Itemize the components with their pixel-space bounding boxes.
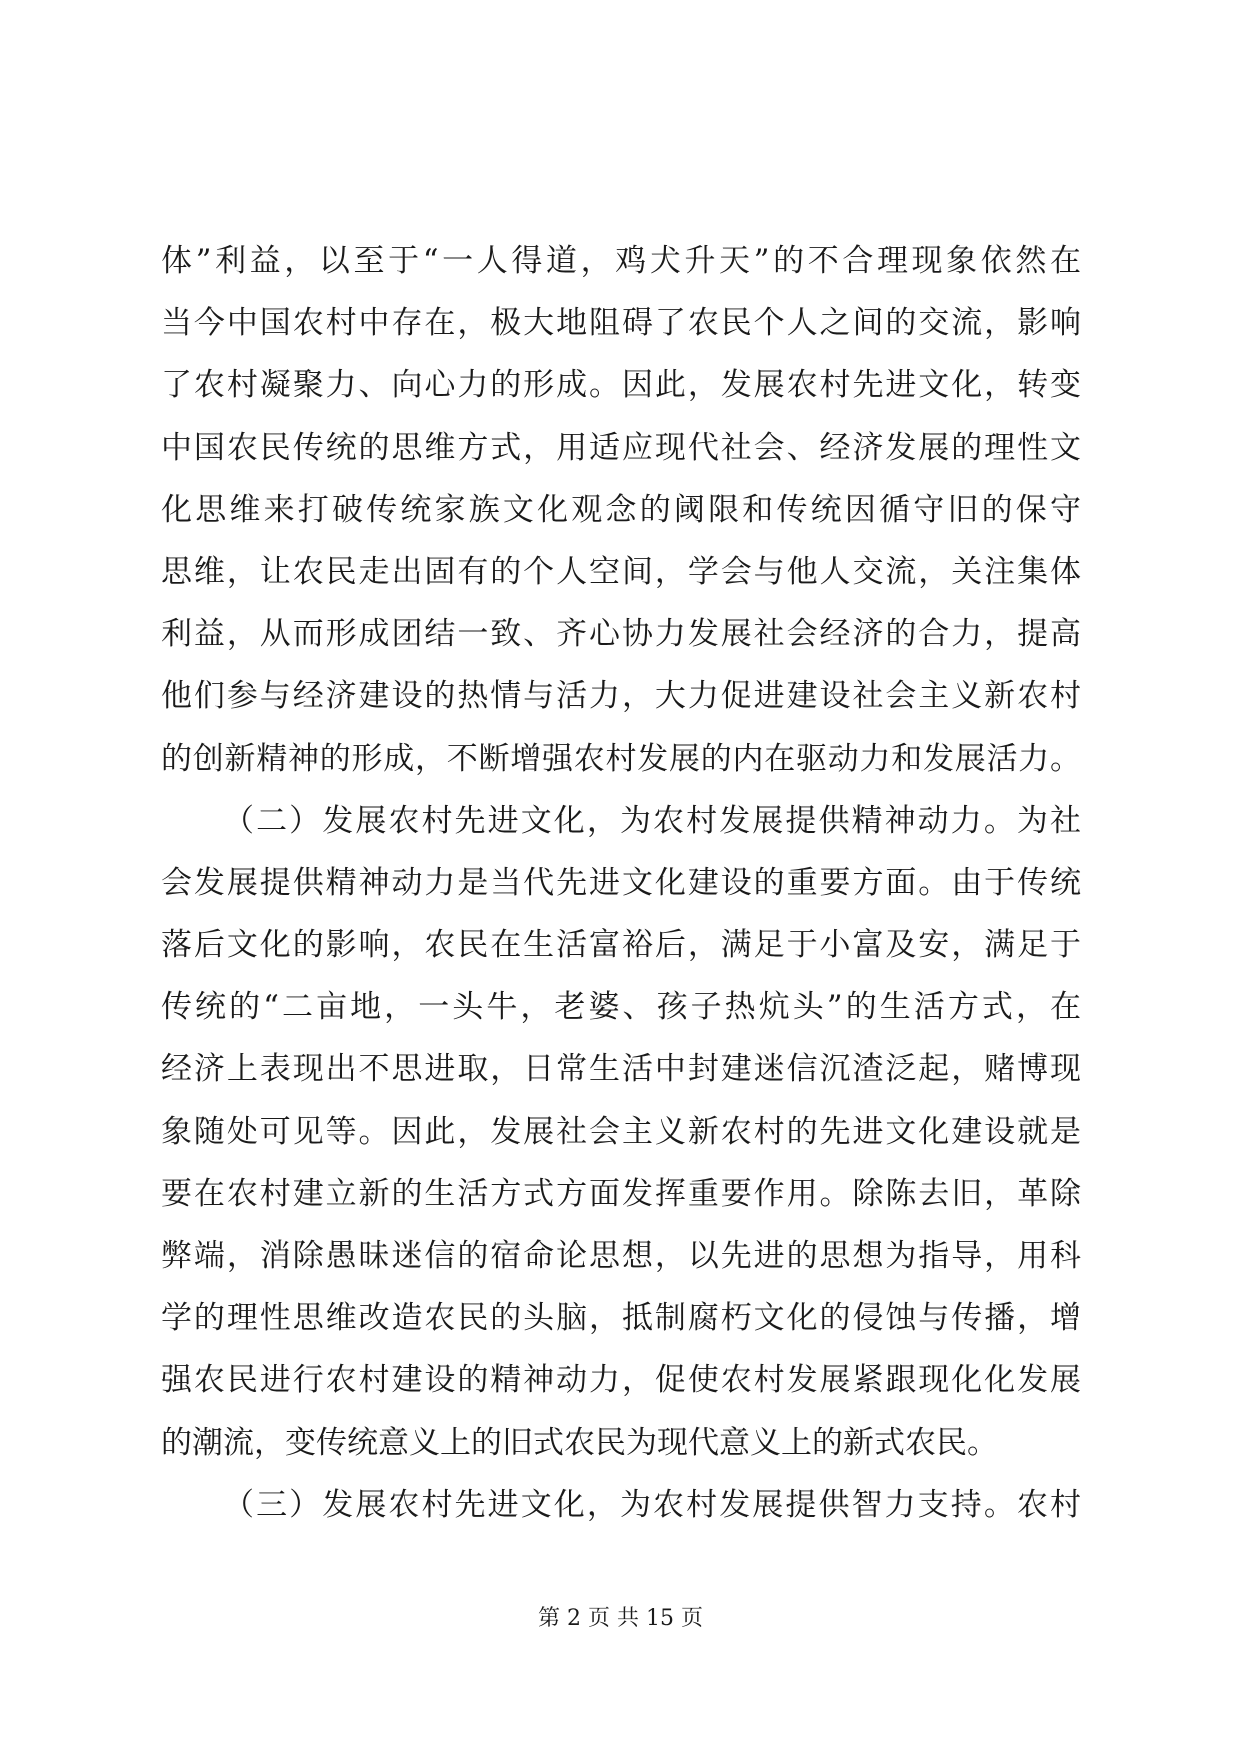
text-line: 思维，让农民走出固有的个人空间，学会与他人交流，关注集体 xyxy=(161,553,1081,590)
text-line: 弊端，消除愚昧迷信的宿命论思想，以先进的思想为指导，用科 xyxy=(161,1238,1081,1274)
text-line: 强农民进行农村建设的精神动力，促使农村发展紧跟现化化发展 xyxy=(161,1362,1081,1399)
text-line: 当今中国农村中存在，极大地阻碍了农民个人之间的交流，影响 xyxy=(161,305,1081,342)
text-line: 会发展提供精神动力是当代先进文化建设的重要方面。由于传统 xyxy=(161,864,1081,901)
page-number-label: 第 2 页 共 15 页 xyxy=(538,1606,703,1631)
text-line: 落后文化的影响，农民在生活富裕后，满足于小富及安，满足于 xyxy=(161,927,1081,964)
body-text xyxy=(161,230,1081,1536)
text-line: 中国农民传统的思维方式，用适应现代社会、经济发展的理性文 xyxy=(161,429,1081,466)
paragraph-heading-line: （三）发展农村先进文化，为农村发展提供智力支持。农村 xyxy=(223,1486,1081,1523)
paragraph-heading-line: （二）发展农村先进文化，为农村发展提供精神动力。为社 xyxy=(223,802,1081,839)
page-footer xyxy=(0,1604,1241,1634)
text-line: 传统的“二亩地，一头牛，老婆、孩子热炕头”的生活方式，在 xyxy=(161,989,1081,1026)
text-line: 学的理性思维改造农民的头脑，抵制腐朽文化的侵蚀与传播，增 xyxy=(161,1300,1081,1337)
text-line: 要在农村建立新的生活方式方面发挥重要作用。除陈去旧，革除 xyxy=(161,1175,1081,1212)
text-line: 的创新精神的形成，不断增强农村发展的内在驱动力和发展活力。 xyxy=(161,740,1081,777)
text-line: 利益，从而形成团结一致、齐心协力发展社会经济的合力，提高 xyxy=(161,616,1081,653)
text-line: 经济上表现出不思进取，日常生活中封建迷信沉渣泛起，赌博现 xyxy=(161,1051,1081,1088)
text-line: 化思维来打破传统家族文化观念的阈限和传统因循守旧的保守 xyxy=(161,491,1081,528)
text-line-last: 的潮流，变传统意义上的旧式农民为现代意义上的新式农民。 xyxy=(161,1424,998,1461)
text-line: 了农村凝聚力、向心力的形成。因此，发展农村先进文化，转变 xyxy=(161,367,1081,404)
text-line: 象随处可见等。因此，发展社会主义新农村的先进文化建设就是 xyxy=(161,1113,1081,1150)
text-line: 体”利益，以至于“一人得道，鸡犬升天”的不合理现象依然在 xyxy=(161,243,1081,279)
text-line: 他们参与经济建设的热情与活力，大力促进建设社会主义新农村 xyxy=(161,678,1081,715)
